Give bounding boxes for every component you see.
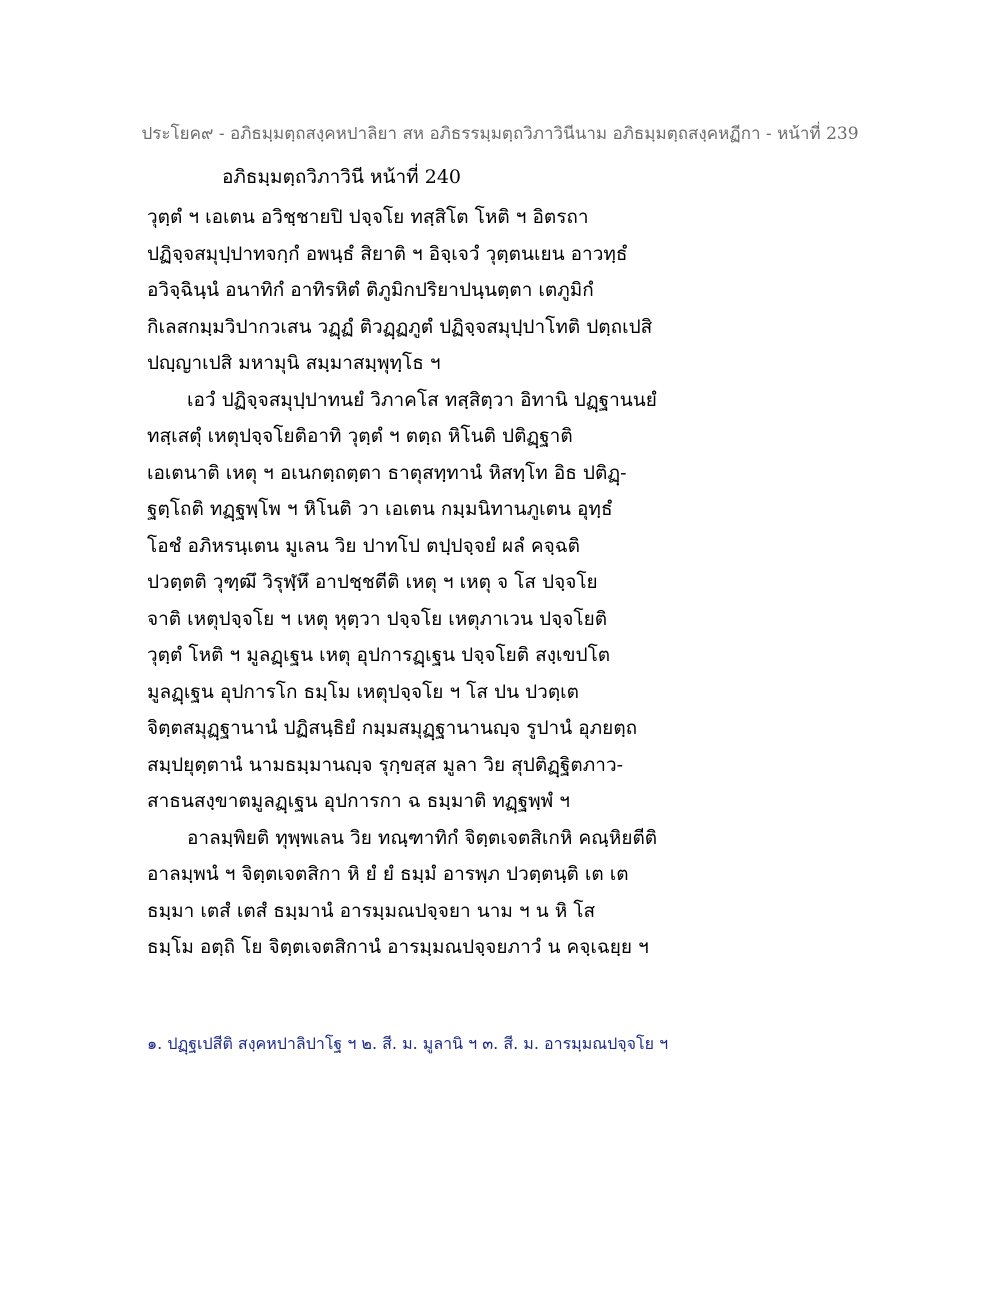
text-line: ปฏิจฺจสมุปฺปาทจกฺกํ อพนฺธํ สิยาติ ฯ อิจฺเจวํ วุตฺตนเยน อาวทฺธํ: [147, 242, 628, 265]
text-line: ธมฺมา เตสํ เตสํ ธมฺมานํ อารมฺมณปจฺจยา นาม ฯ น หิ โส: [147, 899, 596, 922]
text-line: ทสฺเสตุํ เหตุปจฺจโยติอาทิ วุตฺตํ ฯ ตตฺถ หิโนติ ปติฏฺฐาติ: [147, 425, 573, 447]
text-line: กิเลสกมฺมวิปากวเสน วฏฺฏํ ติวฏฺฏภูตํ ปฏิจฺจสมุปฺปาโทติ ปตฺถเปสิ: [147, 315, 653, 338]
text-line: ธมฺโม อตฺถิ โย จิตฺตเจตสิกานํ อารมฺมณปจฺจยภาวํ น คจฺเฉยฺย ฯ: [147, 936, 649, 958]
running-header: ประโยค๙ - อภิธมฺมตฺถสงฺคหปาลิยา สห อภิธรรมฺมตฺถวิภาวินีนาม อภิธมฺมตฺถสงฺคหฏีกา - หน้าที่ 239: [141, 124, 859, 144]
footnote: ๑. ปฏฺฐเปสีติ สงฺคหปาลิปาโฐ ฯ ๒. สี. ม. มูลานิ ฯ ๓. สี. ม. อารมฺมณปจฺจโย ฯ: [147, 1034, 669, 1053]
text-line: วุตฺตํ โหติ ฯ มูลฏฺเฐน เหตุ อุปการฏฺเฐน ปจฺจโยติ สงฺเขปโต: [147, 644, 611, 666]
body-text: [147, 199, 847, 966]
text-line: จิตฺตสมุฏฺฐานานํ ปฏิสนฺธิยํ กมฺมสมุฏฺฐานานญฺจ รูปานํ อุภยตฺถ: [147, 717, 638, 739]
text-line: เอเตนาติ เหตุ ฯ อเนกตฺถตฺตา ธาตุสทฺทานํ หิสทฺโท อิธ ปติฏฺ-: [147, 461, 627, 484]
page-title: อภิธมฺมตฺถวิภาวินี หน้าที่ 240: [222, 166, 461, 188]
text-line: อวิจฺฉินฺนํ อนาทิกํ อาทิรหิตํ ติภูมิกปริยาปนฺนตฺตา เตภูมิกํ: [147, 279, 594, 301]
text-line: ปญฺญาเปสิ มหามุนิ สมฺมาสมฺพุทฺโธ ฯ: [147, 352, 441, 374]
paragraph-start-line: เอวํ ปฏิจฺจสมุปฺปาทนยํ วิภาคโส ทสฺสิตฺวา อิทานิ ปฏฺฐานนยํ: [187, 388, 657, 411]
text-line: อาลมฺพนํ ฯ จิตฺตเจตสิกา หิ ยํ ยํ ธมฺมํ อารพฺภ ปวตฺตนฺติ เต เต: [147, 863, 629, 885]
paragraph-start-line: อาลมฺพิยติ ทุพฺพเลน วิย ทณฺฑาทิกํ จิตฺตเจตสิเกหิ คณฺหิยตีติ: [187, 826, 658, 849]
text-line: มูลฏฺเฐน อุปการโก ธมฺโม เหตุปจฺจโย ฯ โส ปน ปวตฺเต: [147, 680, 580, 703]
text-line: จาติ เหตุปจฺจโย ฯ เหตุ หุตฺวา ปจฺจโย เหตุภาเวน ปจฺจโยติ: [147, 607, 608, 630]
text-line: วุตฺตํ ฯ เอเตน อวิชฺชายปิ ปจฺจโย ทสฺสิโต โหติ ฯ อิตรถา: [147, 206, 589, 228]
text-line: สาธนสงฺขาตมูลฏฺเฐน อุปการกา ฉ ธมฺมาติ ทฏฺฐพฺพํ ฯ: [147, 790, 570, 812]
text-line: ฐตฺโถติ ทฏฺฐพฺโพ ฯ หิโนติ วา เอเตน กมฺมนิทานภูเตน อุทฺธํ: [147, 498, 613, 520]
text-line: สมฺปยุตฺตานํ นามธมฺมานญฺจ รุกฺขสฺส มูลา วิย สุปติฏฺฐิตภาว-: [147, 753, 624, 776]
text-line: ปวตฺตติ วุฑฺฒึ วิรุฬฺหึ อาปชฺชตีติ เหตุ ฯ เหตุ จ โส ปจฺจโย: [147, 571, 598, 593]
text-line: โอชํ อภิหรนฺเตน มูเลน วิย ปาทโป ตปฺปจฺจยํ ผลํ คจฺฉติ: [147, 534, 580, 557]
